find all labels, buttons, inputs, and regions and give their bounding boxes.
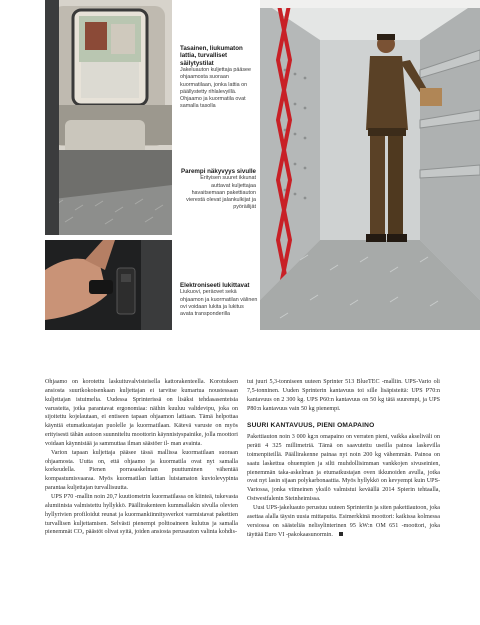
- article-paragraph: UPS P70 -mallin noin 20,7 kuutiometrin kuormatilassa on kiinteä, tukevasta alumiinista valmistettu hyllykkö. Päällirakenteen kummallakin sivulla olevien hyllyrivien profiloidut reunat ja kuormankiinnitysverkot varmistavat pakettien turvallisen kuljettamisen. Selvästi pienempi polttoaineen kulutus ja samalla pienemmät CO₂ päästöt olivat syitä, joiden ansiosta perusauton valinta kohdis-: [45, 493, 238, 536]
- transponder-illustration: [45, 240, 172, 330]
- caption-floor: [180, 45, 258, 110]
- caption-locks-body: Liukuovi, peräovet sekä ohjaamon ja kuormatilan välinen ovi voidaan lukita ja lukitus avata transponderilla: [180, 289, 258, 318]
- article-paragraph: Varion tapaan kuljettaja pääsee tässä mallissa kuormatilaan suoraan ohjaamosta. Uutta on, että ohjaamo ja kuormatila ovat nyt samalla korkeudella. Pienen porrasaskelman puuttuminen vähentää kompastumisvaaraa. Myös kuormatilan lattian luistamaton kuviolevypinta parantaa kuljettajan turvallisuutta.: [45, 449, 238, 492]
- article-paragraph-text: Uusi UPS-jakeluauto perustuu uuteen Sprinteriin ja siten pakettiautoon, joka asettaa alalla täysin uusia mittapuita. Esimerkkinä moottori: kaikissa kolmessa versiossa on säästeliäs nelisylinterinen 95 kW:n OM 651 -moottori, joka täyttää Euro VI -pakokaasunormin.: [247, 504, 440, 538]
- end-of-article-mark: [339, 532, 343, 536]
- caption-floor-title: Tasainen, liukumaton lattia, turvalliset säilytystilat: [180, 45, 243, 67]
- article-paragraph: Ohjaamo on korotettu laskuituvalvisteisella kattorakenteella. Korotuksen ansiosta suurikokoisenkaan kuljettajan ei tarvitse kumartua noustessaan kuljettajan istuimelta. Uudessa Sprinterissä on lisäksi tehdasasenteisia varusteita, jotka parantavat ergonomiaa: näihin kuuluu valtdevipu, joka on sijoitettu kojelautaan, ei entiseen tapaan ohjaamon lattiaan. Tämä helpottaa käyntiä etumatkustajan puolelle ja kuormatilaan. Kätevä varuste on myös erityisesti tähän autoon suunniteltu moottorin käynnistyspainike, jolla moottori voidaan käynnistää ja sammuttaa ilman säästöer il- man avainta.: [45, 379, 238, 447]
- caption-locks: [180, 282, 258, 318]
- article-paragraph: tui juuri 5,3-tonniseen uuteen Sprinter 513 BlueTEC -malliin. UPS-Vario oli 7,5-tonninen. Uuden Sprinterin kantavuus toi sille lisäpisteitä: UPS P70:n kantavuus on 2 300 kg. UPS P60:n kantavuus on 50 kg tätä suurempi, ja UPS P80:n kantavuus vain 50 kg pienempi.: [247, 379, 440, 412]
- cab-doorway-illustration: [45, 0, 172, 235]
- section-subheading: SUURI KANTAVUUS, PIENI OMAPAINO: [247, 422, 375, 430]
- caption-floor-body: Jakeluauton kuljettaja pääsee ohjaamosta suoraan kuormatilaan, jonka lattia on päällystetty rihlalevyillä. Ohjaamo ja kuormatila ovat samalla tasolla: [180, 67, 252, 110]
- caption-visibility: [180, 168, 256, 211]
- caption-visibility-title: Parempi näkyvyys sivulle: [181, 168, 256, 175]
- photo-transponder-hand: [45, 240, 172, 330]
- caption-visibility-body: Erityisen suuret ikkunat auttavat kuljettajaa havaitsemaan pakettiauton vierestä olevat jalankulkijat ja pyöräilijät: [186, 175, 256, 211]
- caption-locks-title: Elektroniseeti lukittavat: [180, 282, 250, 289]
- photo-cab-doorway: [45, 0, 172, 235]
- article-paragraph: [247, 504, 440, 539]
- article-column-right: [247, 378, 440, 539]
- article-paragraph: Pakettiauton noin 3 000 kg:n omapaino on verraten pieni, vaikka akseliväli on peräti 4 325 millimetriä. Tämä on saavutettu useilla painoa laskevilla toimenpiteillä. Päällirakenne painaa nyt noin 200 kg vähemmän. Painoa on saatu laskettua ohuempien ja silti muhdollisimman vankkojen sivuseinien, pienemmän taka-askelman ja etumatkustajan oven ikkunoiden avulla, jotka ovat nyt lasin sijaan polykarbonaattia. Myös hyllykkö on kevyempi kuin UPS-Variossa, jonka viimeinen yksilö valmistui keväällä 2014 Spierin tehtaalla, Ostwestfalenin Steinheimissa.: [247, 434, 440, 503]
- article-column-left: [45, 378, 238, 537]
- cargo-interior-illustration: [260, 0, 480, 330]
- photo-cargo-interior: [260, 0, 480, 330]
